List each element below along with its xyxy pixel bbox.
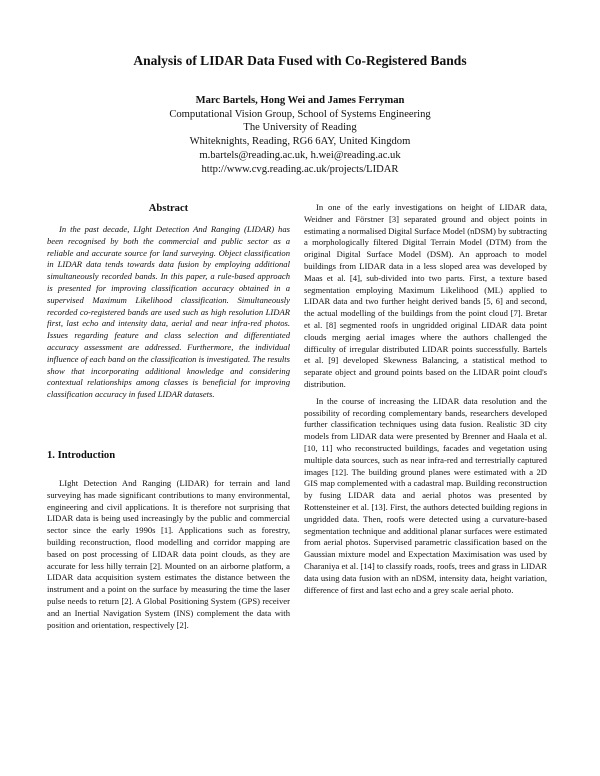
abstract-text: In the past decade, LIght Detection And Ranging (LIDAR) has been recognised by both the commercial and public sector as a reliable and accurate source for land surveying. Object classification in LIDAR data tends towards data fusion by employing additional simultaneously recorded bands. In this paper, a rule-based approach is presented for improving classification accuracy obtained in a supervised Maximum Likelihood classification. Simultaneously recorded co-registered bands are used such as high resolution LIDAR first, last echo and intensity data, aerial and near infra-red photos. Issues regarding feature and class selection and differentiated accuracy assessment are addressed. Furthermore, the individual influence of each band on the classification is investigated. The results show that incorporating additional knowledge and considering contextual relationships among classes is beneficial for improving classification accuracy in fused LIDAR datasets. bbox=[47, 224, 290, 400]
right-paragraph-1: In one of the early investigations on height of LIDAR data, Weidner and Förstner [3] separated ground and object points in estimating a normalised Digital Surface Model (nDSM) by subtracting a morphologically filtered Digital Terrain Model (DTM) from the original Digital Surface Model (DSM). An approach to model buildings from LIDAR data in a less sloped area was developed by Maas et al. [4], sub-divided into two parts. First, a texture based segmentation employing Maximum Likelihood (ML) applied to LIDAR data and two further height derived bands [5, 6] and second, the actual modelling of the buildings from the point cloud [7]. Bretar et al. [8] segmented roofs in ungridded original LIDAR data point clouds merging aerial images where the authors challenged the difficulty of irregular distributed LIDAR points successfully. Bartels et al. [9] developed Skewness Balancing, a statistical method to separate object and ground points based on the LIDAR point cloud's distribution. bbox=[304, 202, 547, 389]
paper-title: Analysis of LIDAR Data Fused with Co-Registered Bands bbox=[133, 53, 467, 68]
right-column bbox=[304, 202, 547, 601]
university: The University of Reading bbox=[243, 122, 357, 134]
affiliation: Computational Vision Group, School of Systems Engineering bbox=[169, 108, 431, 120]
address: Whiteknights, Reading, RG6 6AY, United Kingdom bbox=[189, 136, 411, 148]
author-names: Marc Bartels, Hong Wei and James Ferryman bbox=[195, 95, 405, 106]
section-heading-introduction: 1. Introduction bbox=[47, 450, 116, 461]
project-url[interactable]: http://www.cvg.reading.ac.uk/projects/LIDAR bbox=[201, 163, 399, 175]
intro-paragraph-1: LIght Detection And Ranging (LIDAR) for terrain and land surveying has made significant contributions to many environmental, engineering and civil applications. It is therefore not surprising that LIDAR data is being used increasingly by the public and commercial sector since the early 1990s [1]. Applications such as forestry, building reconstruction, flood modelling and corridor mapping are based on post processing of LIDAR data point clouds, as they are accurate for less hilly terrain [2]. Mounted on an airborne platform, a LIDAR data acquisition system estimates the distance between the instrument and a point on the surface by measuring the time the laser pulse needs to return [2]. A Global Positioning System (GPS) receiver and an Inertial Navigation System (INS) complement the data with position and orientation, respectively [2]. bbox=[47, 478, 290, 630]
abstract-body bbox=[47, 224, 290, 406]
introduction-body bbox=[47, 478, 290, 636]
emails: m.bartels@reading.ac.uk, h.wei@reading.ac.uk bbox=[199, 149, 401, 161]
author-block bbox=[0, 94, 600, 176]
right-paragraph-2: In the course of increasing the LIDAR data resolution and the possibility of recording complementary bands, researchers developed further classification techniques using data fusion. Realistic 3D city models from LIDAR data were presented by Brenner and Haala et al. [10, 11] who reconstructed buildings, facades and vegetation using multiple data sources, such as near infra-red and terrestrially captured images [12]. The building ground planes were estimated with a 2D GIS map complemented with a cadastral map. Building reconstruction by fusing LIDAR data and aerial photos was presented by Rottensteiner et al. [13]. First, the authors detected building regions in ungridded data. Then, roofs were detected using a curvature-based segmentation technique and additional planar surfaces were estimated from aerial photos. Supervised parametric classification based on the Gaussian mixture model and Expectation Maximisation was used by Charaniya et al. [14] to classify roads, roofs, trees and grass in LIDAR data using data fusion with an nDSM, intensity data, height variation, difference of first and last echo and a grey scale aerial photo. bbox=[304, 395, 547, 595]
abstract-heading: Abstract bbox=[148, 203, 189, 214]
